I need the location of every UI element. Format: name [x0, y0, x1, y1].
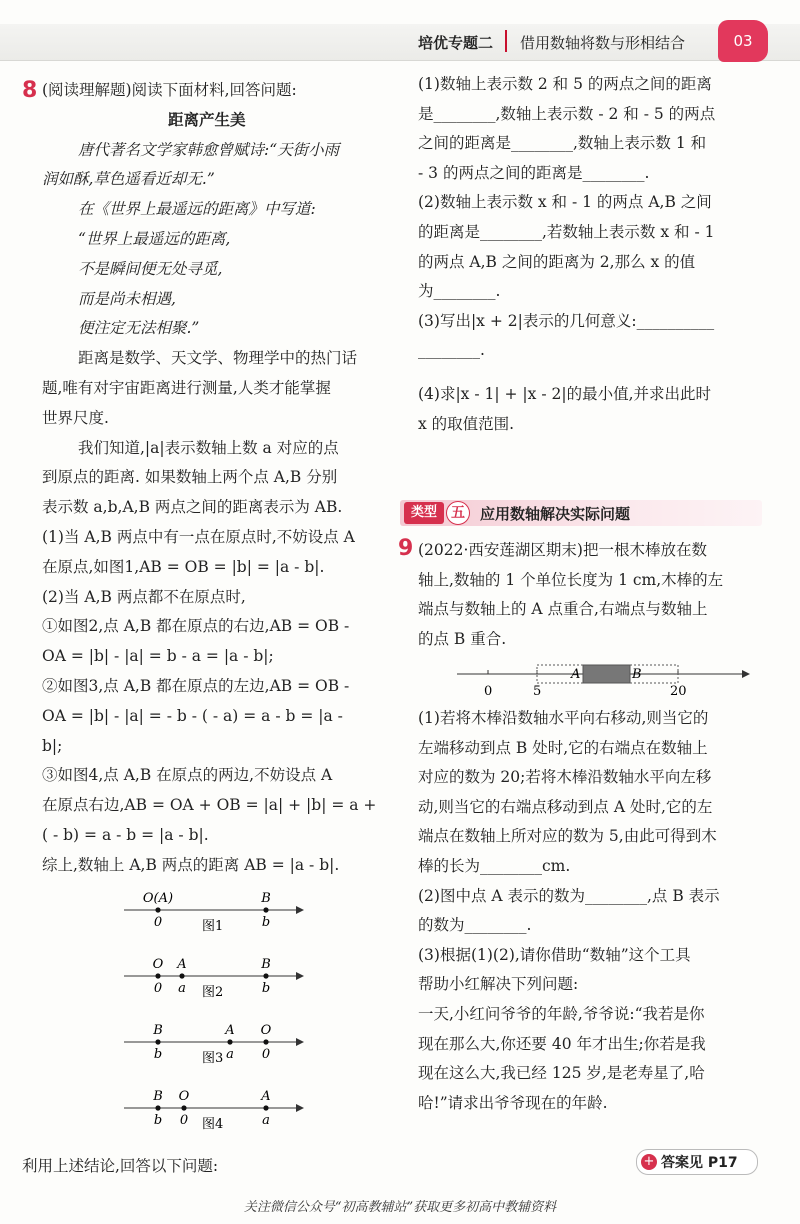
type-tag: 类型 [404, 502, 444, 524]
q8-left-line: 润如酥,草色遥看近却无.” [42, 170, 215, 189]
fig4-point [263, 1105, 268, 1110]
fig4-arrow [296, 1104, 304, 1112]
answer-ref-label: 答案见 P17 [661, 1155, 738, 1171]
q8-right-line: 之间的距离是________,数轴上表示数 1 和 [418, 134, 707, 153]
q8-left-line: “世界上最遥远的距离, [78, 230, 231, 248]
tick-label-20: 20 [670, 684, 687, 699]
q8-left-line: 距离产生美 [168, 110, 246, 129]
q8-left-line: ③如图4,点 A,B 在原点的两边,不妨设点 A [42, 766, 333, 785]
fig3-point-label: A [225, 1023, 235, 1038]
fig2-point-label: A [177, 957, 187, 972]
q9-a-line: 轴上,数轴的 1 个单位长度为 1 cm,木棒的左 [418, 570, 724, 589]
fig2-point-label: O [152, 957, 164, 972]
q8-closing: 利用上述结论,回答以下问题: [22, 1157, 219, 1175]
type-banner [400, 500, 762, 526]
q8-left-line: 题,唯有对宇宙距离进行测量,人类才能掌握 [42, 379, 331, 397]
q8-left-line: 在原点,如图1,AB = OB = |b| = |a - b|. [42, 557, 325, 576]
q8-left-line: OA = |b| - |a| = - b - ( - a) = a - b = |a - [42, 706, 343, 725]
q8-number-line-figures [120, 886, 310, 1152]
fig4-point-value: b [153, 1113, 163, 1128]
q9-b-line: (2)图中点 A 表示的数为________,点 B 表示 [418, 886, 720, 905]
q8-right-line: (1)数轴上表示数 2 和 5 的两点之间的距离 [418, 75, 712, 93]
q8-left-line: 到原点的距离. 如果数轴上两个点 A,B 分别 [42, 468, 338, 487]
q9-b-line: 现在这么大,我已经 125 岁,是老寿星了,哈 [418, 1064, 705, 1083]
plus-icon: + [641, 1154, 657, 1170]
fig1-point-value: b [261, 915, 271, 930]
q9-b-line: 棒的长为________cm. [418, 857, 571, 875]
point-a-label: A [571, 667, 581, 682]
q9-b-line: (1)若将木棒沿数轴水平向右移动,则当它的 [418, 709, 709, 727]
q9-b-line: 端点在数轴上所对应的数为 5,由此可得到木 [418, 827, 717, 846]
page-number-badge: 03 [718, 20, 768, 62]
q8-left-line: ( - b) = a - b = |a - b|. [42, 826, 209, 844]
q9-b-line: 帮助小红解决下列问题: [418, 975, 579, 994]
q8-right-line: (4)求|x - 1| + |x - 2|的最小值,并求出此时 [418, 385, 712, 403]
fig3-point-label: O [260, 1023, 272, 1038]
q9-b-line: 哈!”请求出爷爷现在的年龄. [418, 1093, 608, 1112]
fig4-point-value: a [262, 1113, 270, 1128]
point-b-label: B [632, 667, 642, 682]
fig2-arrow [296, 972, 304, 980]
fig3-point [155, 1039, 160, 1044]
fig4-point [155, 1105, 160, 1110]
fig2-point-value: a [178, 981, 186, 996]
q8-left-line: (2)当 A,B 两点都不在原点时, [42, 587, 246, 606]
q8-right-line: ________. [418, 341, 485, 360]
fig4-point-label: B [153, 1089, 163, 1104]
q9-b-line: 现在那么大,你还要 40 年才出生;你若是我 [418, 1034, 706, 1053]
q9-a-line: 端点与数轴上的 A 点重合,右端点与数轴上 [418, 600, 708, 619]
header-subtitle: 借用数轴将数与形相结合 [520, 34, 686, 52]
q9-b-line: 左端移动到点 B 处时,它的右端点在数轴上 [418, 738, 708, 757]
q9-b-line: 的数为________. [418, 916, 532, 935]
footer-note: 关注微信公众号“初高教辅站”获取更多初高中教辅资料 [243, 1200, 557, 1215]
q8-right-line: x 的取值范围. [418, 414, 515, 433]
q9-b-line: 动,则当它的右端点移动到点 A 处时,它的左 [418, 797, 713, 816]
q9-number: 9 [398, 536, 414, 561]
fig2-point [179, 973, 184, 978]
q9-a-line: 的点 B 重合. [418, 629, 507, 648]
q8-left-line: 在原点右边,AB = OA + OB = |a| + |b| = a + [42, 796, 377, 815]
fig4-point-label: O [178, 1089, 190, 1104]
q8-right-line: (2)数轴上表示数 x 和 - 1 的两点 A,B 之间 [418, 193, 712, 212]
q8-number: 8 [22, 78, 38, 103]
fig1-caption: 图1 [202, 919, 224, 934]
fig4-point-value: 0 [179, 1113, 189, 1128]
q9-a-line: (2022·西安莲湖区期末)把一根木棒放在数 [418, 541, 707, 559]
fig3-point-value: b [153, 1047, 163, 1062]
fig2-point [263, 973, 268, 978]
fig4-point-label: A [261, 1089, 271, 1104]
fig3-point [227, 1039, 232, 1044]
fig2-point-value: 0 [153, 981, 163, 996]
fig3-point-label: B [153, 1023, 163, 1038]
fig1-point-label: O(A) [142, 891, 174, 906]
q8-left-line: 世界尺度. [42, 408, 109, 427]
page-header [0, 0, 800, 60]
fig4-caption: 图4 [202, 1117, 224, 1132]
q8-left-line: 在《世界上最遥远的距离》中写道: [78, 200, 316, 219]
fig1-point-value: 0 [153, 915, 163, 930]
type-title: 应用数轴解决实际问题 [480, 505, 631, 523]
q8-left-line: 唐代著名文学家韩愈曾赋诗:“天街小雨 [78, 140, 340, 159]
q8-left-line: 我们知道,|a|表示数轴上数 a 对应的点 [78, 438, 339, 457]
header-topic: 培优专题二 [418, 34, 494, 52]
fig1-point-label: B [261, 891, 271, 906]
q9-b-line: 对应的数为 20;若将木棒沿数轴水平向左移 [418, 768, 712, 787]
q8-left-line: 便注定无法相聚.” [78, 319, 200, 338]
fig3-point [263, 1039, 268, 1044]
fig4-point [181, 1105, 186, 1110]
q8-left-line: 而是尚未相遇, [78, 289, 176, 308]
q8-left-line: ①如图2,点 A,B 都在原点的右边,AB = OB - [42, 617, 350, 636]
q9-b-line: (3)根据(1)(2),请你借助“数轴”这个工具 [418, 945, 691, 964]
q8-left-line: 不是瞬间便无处寻觅, [78, 259, 223, 278]
q8-left-line: 表示数 a,b,A,B 两点之间的距离表示为 AB. [42, 498, 343, 517]
fig2-caption: 图2 [202, 985, 224, 1000]
fig3-point-value: 0 [261, 1047, 271, 1062]
q8-left-line: b|; [42, 736, 63, 755]
q9-b-line: 一天,小红问爷爷的年龄,爷爷说:“我若是你 [418, 1005, 705, 1023]
fig1-point [155, 907, 160, 912]
fig2-point [155, 973, 160, 978]
q8-left-line: 距离是数学、天文学、物理学中的热门话 [78, 349, 358, 368]
answer-reference [636, 1149, 758, 1175]
fig2-point-value: b [261, 981, 271, 996]
fig1-arrow [296, 906, 304, 914]
type-number: 五 [446, 501, 470, 525]
fig3-caption: 图3 [202, 1051, 224, 1066]
q8-right-line: 是________,数轴上表示数 - 2 和 - 5 的两点 [418, 104, 716, 123]
fig3-arrow [296, 1038, 304, 1046]
q8-left-line: ②如图3,点 A,B 都在原点的左边,AB = OB - [42, 677, 350, 695]
q8-right-line: 的距离是________,若数轴上表示数 x 和 - 1 [418, 223, 715, 241]
q8-left-line: 综上,数轴上 A,B 两点的距离 AB = |a - b|. [42, 855, 340, 874]
fig1-point [263, 907, 268, 912]
tick-label-0: 0 [484, 684, 493, 699]
header-divider [505, 30, 507, 52]
fig3-point-value: a [226, 1047, 234, 1062]
stick [583, 665, 630, 683]
q8-right-line: 的两点 A,B 之间的距离为 2,那么 x 的值 [418, 252, 696, 271]
q8-right-line: - 3 的两点之间的距离是________. [418, 163, 650, 182]
q8-left-line: (1)当 A,B 两点中有一点在原点时,不妨设点 A [42, 528, 355, 546]
fig2-point-label: B [261, 957, 271, 972]
q8-right-line: 为________. [418, 282, 501, 301]
q9-stick-number-line [452, 656, 752, 700]
q8-left-line: OA = |b| - |a| = b - a = |a - b|; [42, 647, 274, 666]
q8-right-line: (3)写出|x + 2|表示的几何意义:__________ [418, 311, 715, 330]
axis-arrow [742, 670, 750, 678]
q8-left-line: (阅读理解题)阅读下面材料,回答问题: [42, 81, 297, 99]
tick-label-5: 5 [533, 684, 542, 699]
